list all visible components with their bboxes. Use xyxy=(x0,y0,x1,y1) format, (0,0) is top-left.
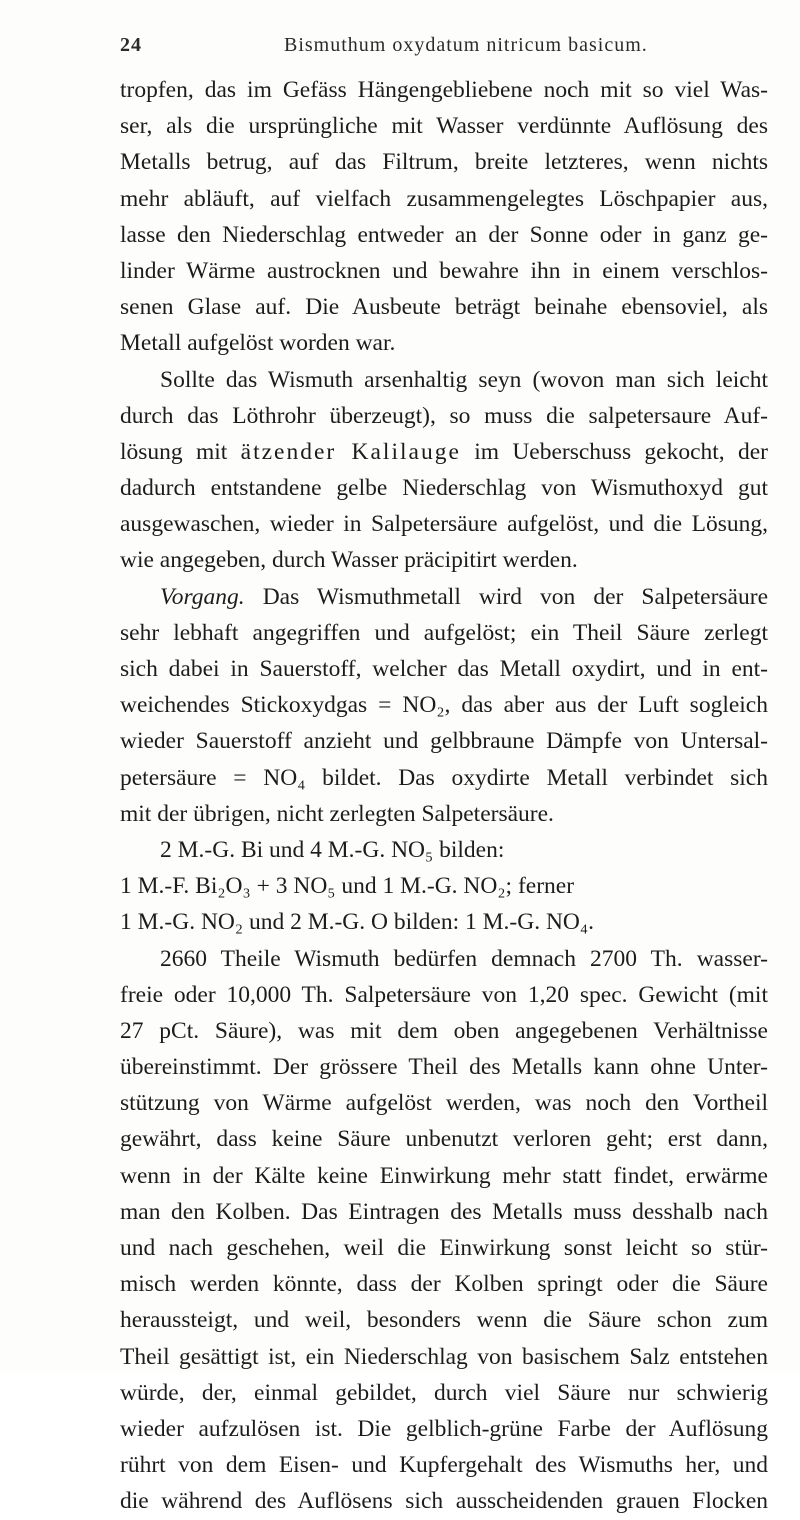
text-line: Metall aufgelöst worden war. xyxy=(120,330,396,357)
text-line: wieder aufzulösen ist. Die gelblich-grüne Farbe der Auflösung xyxy=(120,1415,768,1442)
text-line: sehr lebhaft angegriffen und aufgelöst; ein Theil Säure zerlegt xyxy=(120,619,768,646)
text-line: rührt von dem Eisen- und Kupfergehalt des Wismuths her, und xyxy=(120,1452,768,1479)
text-line: wenn in der Kälte keine Einwirkung mehr statt findet, erwärme xyxy=(120,1162,768,1189)
text-line: lasse den Niederschlag entweder an der Sonne oder in ganz ge- xyxy=(120,221,768,248)
body-text xyxy=(120,72,768,1520)
text-line: übereinstimmt. Der grössere Theil des Metalls kann ohne Unter- xyxy=(120,1054,768,1081)
text-line: stützung von Wärme aufgelöst werden, was noch den Vortheil xyxy=(120,1090,768,1117)
text-line: die während des Auflösens sich ausscheidenden grauen Flocken xyxy=(120,1488,768,1515)
text-line: 2 M.-G. Bi und 4 M.-G. NO₅ bilden: xyxy=(160,836,505,863)
text-line: dadurch entstandene gelbe Niederschlag von Wismuthoxyd gut xyxy=(120,475,768,502)
text-line: würde, der, einmal gebildet, durch viel Säure nur schwierig xyxy=(120,1379,768,1406)
text-line: Theil gesättigt ist, ein Niederschlag von basischem Salz entstehen xyxy=(120,1343,768,1370)
page-number: 24 xyxy=(120,34,142,56)
text-line: senen Glase auf. Die Ausbeute beträgt beinahe ebensoviel, als xyxy=(120,294,768,321)
text-line: Metalls betrug, auf das Filtrum, breite letzteres, wenn nichts xyxy=(120,149,768,176)
text-line: wieder Sauerstoff anzieht und gelbbraune Dämpfe von Untersal- xyxy=(120,728,768,755)
text-line: weichendes Stickoxydgas = NO₂, das aber aus der Luft sogleich xyxy=(120,692,768,719)
text-line: wie angegeben, durch Wasser präcipitirt werden. xyxy=(120,547,578,574)
running-head xyxy=(120,34,760,60)
text-line: Sollte das Wismuth arsenhaltig seyn (wovon man sich leicht xyxy=(160,366,768,393)
text-line: ser, als die ursprüngliche mit Wasser verdünnte Auflösung des xyxy=(120,113,768,140)
text-line: 1 M.-F. Bi₂O₃ + 3 NO₅ und 1 M.-G. NO₂; ferner xyxy=(120,873,575,900)
text-line: freie oder 10,000 Th. Salpetersäure von 1,20 spec. Gewicht (mit xyxy=(120,981,768,1008)
text-line: linder Wärme austrocknen und bewahre ihn in einem verschlos- xyxy=(120,257,768,284)
text-line: tropfen, das im Gefäss Hängengebliebene noch mit so viel Was- xyxy=(120,77,768,103)
text-line: mit der übrigen, nicht zerlegten Salpetersäure. xyxy=(120,800,554,827)
text-line: durch das Löthrohr überzeugt), so muss die salpetersaure Auf- xyxy=(120,402,768,429)
text-line: heraussteigt, und weil, besonders wenn die Säure schon zum xyxy=(120,1307,768,1334)
text-line: sich dabei in Sauerstoff, welcher das Metall oxydirt, und in ent- xyxy=(120,656,768,682)
section-lead-word: Vorgang. xyxy=(160,583,245,610)
text-line: man den Kolben. Das Eintragen des Metalls muss desshalb nach xyxy=(120,1198,768,1225)
text-line: ausgewaschen, wieder in Salpetersäure aufgelöst, und die Lösung, xyxy=(120,511,768,538)
text-line: 1 M.-G. NO₂ und 2 M.-G. O bilden: 1 M.-G. NO₄. xyxy=(120,909,594,936)
text-line: lösung mit ätzender Kalilauge im Ueberschuss gekocht, der xyxy=(120,438,768,465)
text-line: 2660 Theile Wismuth bedürfen demnach 2700 Th. wasser- xyxy=(160,945,768,972)
text-line: gewährt, dass keine Säure unbenutzt verloren geht; erst dann, xyxy=(120,1126,768,1153)
text-line: und nach geschehen, weil die Einwirkung sonst leicht so stür- xyxy=(120,1235,768,1261)
spaced-emphasis: ätzender Kalilauge xyxy=(240,438,461,465)
text-line: mehr abläuft, auf vielfach zusammengelegtes Löschpapier aus, xyxy=(120,185,768,212)
text-line: petersäure = NO₄ bildet. Das oxydirte Metall verbindet sich xyxy=(120,764,768,791)
running-head-title: Bismuthum oxydatum nitricum basicum. xyxy=(284,34,648,56)
text-line: 27 pCt. Säure), was mit dem oben angegebenen Verhältnisse xyxy=(120,1017,768,1044)
text-line: Vorgang. Das Wismuthmetall wird von der Salpetersäure xyxy=(160,583,768,610)
text-line: misch werden könnte, dass der Kolben springt oder die Säure xyxy=(120,1271,768,1298)
